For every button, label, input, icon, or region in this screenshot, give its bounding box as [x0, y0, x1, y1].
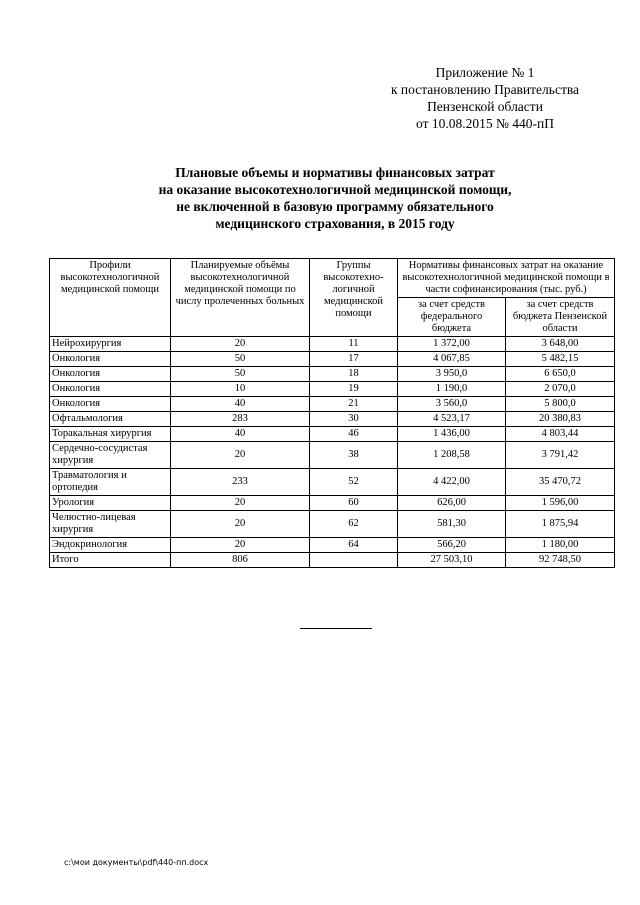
cell-regional: 1 875,94 — [506, 511, 615, 538]
appendix-line-1: Приложение № 1 — [435, 65, 535, 80]
cell-volume: 40 — [171, 397, 310, 412]
title-line-3: не включенной в базовую программу обязательного — [176, 199, 494, 214]
cell-group: 64 — [310, 538, 398, 553]
file-path-footer: c:\мои документы\pdf\440-пп.docx — [64, 858, 209, 867]
cell-group: 21 — [310, 397, 398, 412]
appendix-block — [360, 64, 610, 132]
cell-volume: 233 — [171, 469, 310, 496]
total-regional: 92 748,50 — [506, 553, 615, 568]
cell-federal: 4 067,85 — [398, 352, 506, 367]
cell-federal: 581,30 — [398, 511, 506, 538]
cell-group: 30 — [310, 412, 398, 427]
cell-regional: 2 070,0 — [506, 382, 615, 397]
header-groups: Группы высокотехно-логичной медицинской помощи — [310, 259, 398, 337]
cell-profile: Торакальная хирургия — [50, 427, 171, 442]
cell-federal: 1 208,58 — [398, 442, 506, 469]
cell-regional: 20 380,83 — [506, 412, 615, 427]
cell-profile: Челюстно-лицевая хирургия — [50, 511, 171, 538]
table-row — [50, 412, 615, 427]
financing-table — [49, 258, 615, 568]
document-title — [90, 164, 580, 232]
title-line-1: Плановые объемы и нормативы финансовых затрат — [175, 165, 495, 180]
cell-regional: 4 803,44 — [506, 427, 615, 442]
header-profile: Профили высокотехнологичной медицинской помощи — [50, 259, 171, 337]
closing-line — [300, 628, 372, 629]
table-row — [50, 352, 615, 367]
cell-profile: Нейрохирургия — [50, 337, 171, 352]
title-line-2: на оказание высокотехнологичной медицинской помощи, — [158, 182, 512, 197]
cell-regional: 3 791,42 — [506, 442, 615, 469]
cell-group: 17 — [310, 352, 398, 367]
table-row — [50, 382, 615, 397]
total-federal: 27 503,10 — [398, 553, 506, 568]
cell-federal: 4 422,00 — [398, 469, 506, 496]
total-row — [50, 553, 615, 568]
cell-profile: Онкология — [50, 367, 171, 382]
appendix-line-2: к постановлению Правительства — [390, 82, 580, 97]
cell-regional: 1 596,00 — [506, 496, 615, 511]
table-row — [50, 337, 615, 352]
cell-federal: 3 950,0 — [398, 367, 506, 382]
cell-volume: 20 — [171, 337, 310, 352]
cell-profile: Онкология — [50, 382, 171, 397]
total-label: Итого — [50, 553, 171, 568]
cell-profile: Травматология и ортопедия — [50, 469, 171, 496]
table-row — [50, 511, 615, 538]
cell-group: 18 — [310, 367, 398, 382]
cell-volume: 20 — [171, 442, 310, 469]
appendix-line-3: Пензенской области — [427, 99, 543, 114]
cell-volume: 20 — [171, 511, 310, 538]
header-norms: Нормативы финансовых затрат на оказание высокотехнологичной медицинской помощи в части софинансирования (тыс. руб.) — [398, 259, 615, 298]
cell-profile: Онкология — [50, 352, 171, 367]
cell-regional: 5 800,0 — [506, 397, 615, 412]
appendix-line-4: от 10.08.2015 № 440-пП — [416, 116, 554, 131]
cell-federal: 4 523,17 — [398, 412, 506, 427]
cell-group: 19 — [310, 382, 398, 397]
cell-profile: Эндокринология — [50, 538, 171, 553]
table-row — [50, 538, 615, 553]
table-row — [50, 469, 615, 496]
cell-regional: 3 648,00 — [506, 337, 615, 352]
table-row — [50, 442, 615, 469]
cell-group: 62 — [310, 511, 398, 538]
cell-group: 60 — [310, 496, 398, 511]
cell-volume: 20 — [171, 496, 310, 511]
cell-group: 46 — [310, 427, 398, 442]
cell-federal: 566,20 — [398, 538, 506, 553]
cell-regional: 5 482,15 — [506, 352, 615, 367]
cell-group: 52 — [310, 469, 398, 496]
cell-federal: 3 560,0 — [398, 397, 506, 412]
table-row — [50, 367, 615, 382]
cell-group: 11 — [310, 337, 398, 352]
cell-volume: 50 — [171, 352, 310, 367]
table-row — [50, 397, 615, 412]
table-row — [50, 427, 615, 442]
cell-group: 38 — [310, 442, 398, 469]
header-volume: Планируемые объёмы высокотехнологичной медицинской помощи по числу пролеченных больных — [171, 259, 310, 337]
header-regional: за счет средств бюджета Пензенской области — [506, 298, 615, 337]
table-row — [50, 496, 615, 511]
cell-federal: 1 372,00 — [398, 337, 506, 352]
cell-regional: 35 470,72 — [506, 469, 615, 496]
cell-federal: 1 436,00 — [398, 427, 506, 442]
cell-profile: Урология — [50, 496, 171, 511]
total-group — [310, 553, 398, 568]
cell-regional: 1 180,00 — [506, 538, 615, 553]
cell-regional: 6 650,0 — [506, 367, 615, 382]
cell-volume: 40 — [171, 427, 310, 442]
cell-volume: 50 — [171, 367, 310, 382]
cell-volume: 20 — [171, 538, 310, 553]
cell-volume: 283 — [171, 412, 310, 427]
cell-profile: Онкология — [50, 397, 171, 412]
cell-profile: Офтальмология — [50, 412, 171, 427]
cell-volume: 10 — [171, 382, 310, 397]
total-volume: 806 — [171, 553, 310, 568]
cell-federal: 626,00 — [398, 496, 506, 511]
cell-federal: 1 190,0 — [398, 382, 506, 397]
header-federal: за счет средств федерального бюджета — [398, 298, 506, 337]
title-line-4: медицинского страхования, в 2015 году — [215, 216, 455, 231]
cell-profile: Сердечно-сосудистая хирургия — [50, 442, 171, 469]
